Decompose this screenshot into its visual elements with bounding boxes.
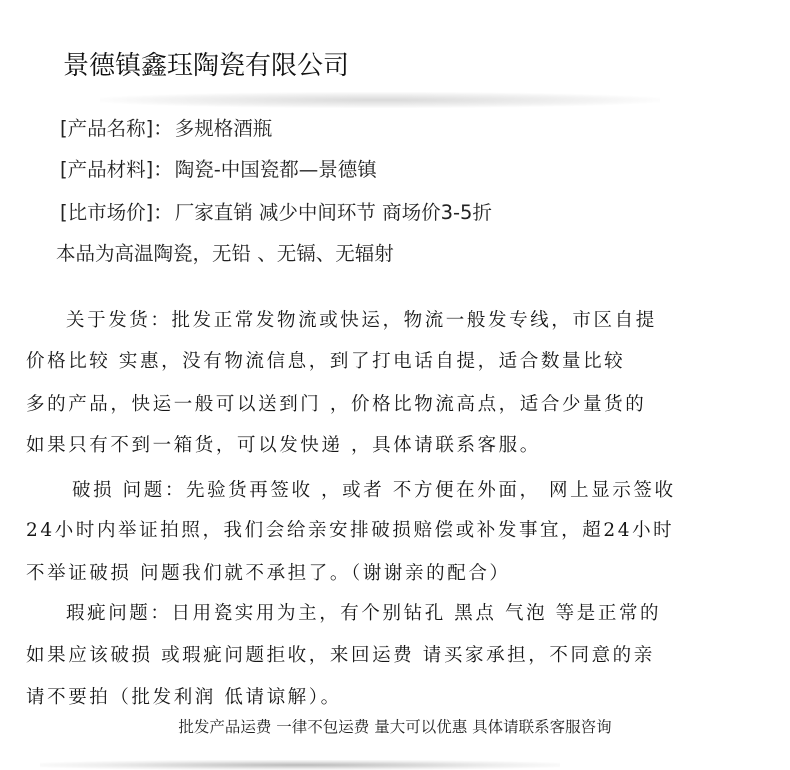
product-price-value: 厂家直销 减少中间环节 商场价3-5折 bbox=[174, 201, 492, 224]
damage-note-line-2: 24小时内举证拍照，我们会给亲安排破损赔偿或补发事宜，超24小时 bbox=[26, 520, 675, 541]
product-material-value: 陶瓷-中国瓷都—景德镇 bbox=[174, 158, 377, 181]
product-name-value: 多规格酒瓶 bbox=[174, 117, 273, 140]
product-name-label: [产品名称]： bbox=[60, 117, 173, 140]
shipping-note-line-1: 关于发货：批发正常发物流或快运，物流一般发专线，市区自提 bbox=[66, 310, 657, 331]
product-material-label: [产品材料]： bbox=[60, 158, 173, 181]
damage-note-line-1: 破损 问题：先验货再签收 ，或者 不方便在外面， 网上显示签收 bbox=[72, 480, 676, 501]
product-price-line bbox=[60, 199, 492, 227]
product-name-line bbox=[60, 115, 272, 143]
product-material-line bbox=[60, 156, 377, 184]
shipping-note-line-4: 如果只有不到一箱货，可以发快递 ，具体请联系客服。 bbox=[26, 435, 541, 456]
shipping-note-line-3: 多的产品，快运一般可以送到门 ，价格比物流高点，适合少量货的 bbox=[26, 394, 647, 415]
company-title: 景德镇鑫珏陶瓷有限公司 bbox=[63, 51, 350, 81]
footer-shipping-note: 批发产品运费 一律不包运费 量大可以优惠 具体请联系客服咨询 bbox=[178, 718, 612, 736]
defect-note-line-2: 如果应该破损 或瑕疵问题拒收，来回运费 请买家承担，不同意的亲 bbox=[26, 645, 655, 666]
title-underline-shadow bbox=[100, 92, 660, 108]
defect-note-line-3: 请不要拍（批发利润 低请谅解）。 bbox=[26, 687, 342, 708]
damage-note-line-3: 不举证破损 问题我们就不承担了。（谢谢亲的配合） bbox=[26, 563, 511, 584]
defect-note-line-1: 瑕疵问题：日用瓷实用为主，有个别钻孔 黑点 气泡 等是正常的 bbox=[66, 603, 662, 624]
product-feature-line: 本品为高温陶瓷，无铅 、无镉、无辐射 bbox=[56, 242, 394, 265]
product-price-label: [比市场价]： bbox=[60, 201, 173, 224]
bottom-smudge bbox=[40, 760, 560, 770]
shipping-note-line-2: 价格比较 实惠，没有物流信息，到了打电话自提，适合数量比较 bbox=[26, 351, 626, 372]
